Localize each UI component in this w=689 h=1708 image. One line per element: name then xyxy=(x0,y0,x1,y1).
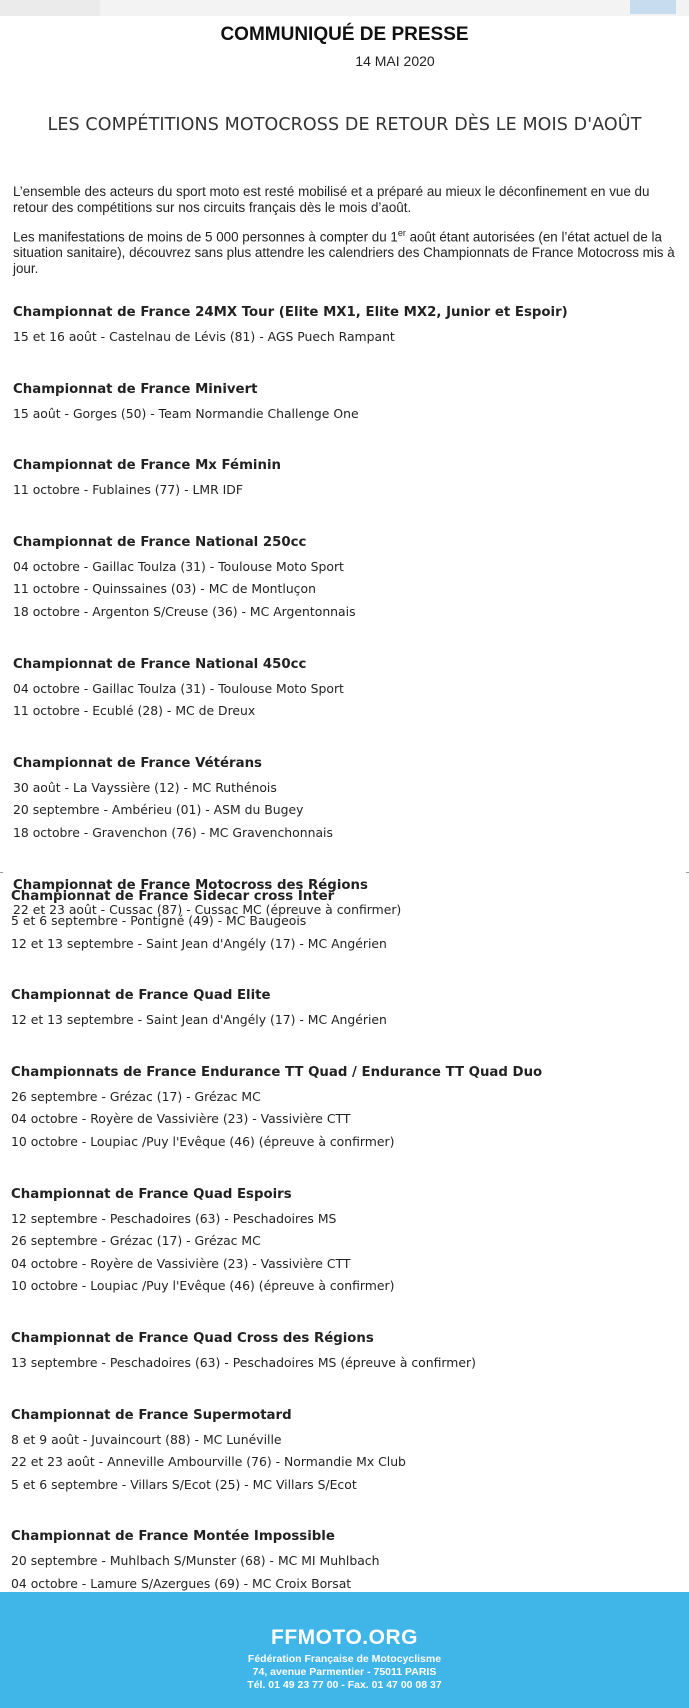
championship-title: Championnats de France Endurance TT Quad / Endurance TT Quad Duo xyxy=(11,1064,543,1080)
championship-section xyxy=(13,303,677,349)
ordinal-superscript: er xyxy=(397,228,406,238)
championship-title: Championnat de France Supermotard xyxy=(11,1407,292,1423)
event-entry: 04 octobre - Royère de Vassivière (23) - Vassivière CTT xyxy=(11,1111,351,1127)
headline: LES COMPÉTITIONS MOTOCROSS DE RETOUR DÈS LE MOIS D'AOÛT xyxy=(47,115,642,135)
intro-paragraph-2 xyxy=(13,225,677,277)
event-entry: 04 octobre - Gaillac Toulza (31) - Toulouse Moto Sport xyxy=(13,680,344,696)
championship-section xyxy=(13,533,677,624)
intro xyxy=(13,184,677,286)
championship-section xyxy=(11,887,675,955)
championship-title: Championnat de France Montée Impossible xyxy=(11,1529,335,1545)
championship-section xyxy=(11,1185,675,1298)
event-entry: 13 septembre - Peschadoires (63) - Peschadoires MS (épreuve à confirmer) xyxy=(11,1354,476,1370)
footer xyxy=(0,1592,689,1708)
championship-section xyxy=(13,380,677,426)
top-strip xyxy=(0,0,689,16)
event-entry: 18 octobre - Argenton S/Creuse (36) - MC Argentonnais xyxy=(13,603,356,619)
event-entry: 26 septembre - Grézac (17) - Grézac MC xyxy=(11,1088,261,1104)
event-entry: 22 et 23 août - Anneville Ambourville (76) - Normandie Mx Club xyxy=(11,1454,406,1470)
event-entry: 11 octobre - Ecublé (28) - MC de Dreux xyxy=(13,703,256,719)
event-entry: 8 et 9 août - Juvaincourt (88) - MC Lunéville xyxy=(11,1431,282,1447)
championship-title: Championnat de France 24MX Tour (Elite MX1, Elite MX2, Junior et Espoir) xyxy=(13,305,568,320)
event-entry: 5 et 6 septembre - Pontigné (49) - MC Baugeois xyxy=(11,913,307,928)
event-entry: 04 octobre - Royère de Vassivière (23) - Vassivière CTT xyxy=(11,1255,351,1271)
event-entry: 26 septembre - Grézac (17) - Grézac MC xyxy=(11,1233,261,1249)
event-entry: 20 septembre - Muhlbach S/Munster (68) - MC MI Muhlbach xyxy=(11,1553,380,1569)
championship-section xyxy=(13,456,677,502)
championship-section xyxy=(11,1527,675,1595)
championship-title: Championnat de France Minivert xyxy=(13,381,258,397)
event-entry: 20 septembre - Ambérieu (01) - ASM du Bugey xyxy=(13,802,304,818)
event-entry: 30 août - La Vayssière (12) - MC Ruthénois xyxy=(13,779,277,795)
event-entry: 04 octobre - Lamure S/Azergues (69) - MC Croix Borsat xyxy=(11,1575,352,1591)
intro-paragraph-2-start: Les manifestations de moins de 5 000 personnes à compter du 1 xyxy=(13,229,398,245)
event-entry: 22 et 23 août - Cussac (87) - Cussac MC (épreuve à confirmer) xyxy=(13,901,402,917)
intro-paragraph-1: L’ensemble des acteurs du sport moto est resté mobilisé et a préparé au mieux le déconfinement en vue du retour des compétitions sur nos circuits français dès le mois d’août. xyxy=(13,184,650,215)
championship-title: Championnat de France National 250cc xyxy=(13,534,307,550)
event-entry: 12 et 13 septembre - Saint Jean d'Angély (17) - MC Angérien xyxy=(11,935,387,951)
press-release-date: 14 MAI 2020 xyxy=(355,53,435,69)
championship-section xyxy=(13,754,677,845)
event-entry: 11 octobre - Fublaines (77) - LMR IDF xyxy=(13,482,243,498)
championship-title: Championnat de France National 450cc xyxy=(13,656,307,672)
event-entry: 04 octobre - Gaillac Toulza (31) - Toulouse Moto Sport xyxy=(13,558,344,574)
championship-section xyxy=(13,655,677,723)
footer-organization: Fédération Française de Motocyclisme xyxy=(247,1653,442,1665)
championship-title: Championnat de France Quad Elite xyxy=(11,988,271,1004)
intro-paragraph-2-end: août étant autorisées (en l’état actuel de la situation sanitaire), découvrez sans plus attendre les calendriers des Championnats de France Motocross mis à jour. xyxy=(13,229,675,277)
event-entry: 5 et 6 septembre - Villars S/Ecot (25) - MC Villars S/Ecot xyxy=(11,1476,357,1492)
event-entry: 10 octobre - Loupiac /Puy l'Evêque (46) (épreuve à confirmer) xyxy=(11,1278,395,1294)
footer-brand[interactable]: FFMOTO.ORG xyxy=(271,1626,418,1649)
event-entry: 18 octobre - Gravenchon (76) - MC Gravenchonnais xyxy=(13,824,333,840)
event-entry: 15 et 16 août - Castelnau de Lévis (81) - AGS Puech Rampant xyxy=(13,329,395,344)
championship-list-page-2 xyxy=(11,887,675,1627)
top-strip-segment xyxy=(0,0,100,16)
championship-title: Championnat de France Sidecar cross Inter xyxy=(11,889,335,904)
press-release-title: COMMUNIQUÉ DE PRESSE xyxy=(220,24,469,45)
championship-title: Championnat de France Quad Cross des Régions xyxy=(11,1330,374,1346)
page-divider xyxy=(0,872,689,873)
footer-address: 74, avenue Parmentier - 75011 PARIS xyxy=(252,1666,437,1678)
top-strip-highlight xyxy=(630,0,676,14)
championship-title: Championnat de France Vétérans xyxy=(13,755,262,771)
championship-section xyxy=(11,1063,675,1154)
championship-section xyxy=(11,1329,675,1375)
championship-title: Championnat de France Mx Féminin xyxy=(13,458,281,474)
championship-list-page-1 xyxy=(13,303,677,952)
event-entry: 10 octobre - Loupiac /Puy l'Evêque (46) (épreuve à confirmer) xyxy=(11,1133,395,1149)
championship-section xyxy=(11,986,675,1032)
championship-title: Championnat de France Motocross des Régions xyxy=(13,877,368,893)
event-entry: 15 août - Gorges (50) - Team Normandie Challenge One xyxy=(13,405,359,421)
championship-section xyxy=(11,1406,675,1497)
event-entry: 12 septembre - Peschadoires (63) - Peschadoires MS xyxy=(11,1210,337,1226)
event-entry: 12 et 13 septembre - Saint Jean d'Angély (17) - MC Angérien xyxy=(11,1012,387,1028)
championship-title: Championnat de France Quad Espoirs xyxy=(11,1186,292,1202)
page-divider-left-tick xyxy=(0,872,3,873)
event-entry: 11 octobre - Quinssaines (03) - MC de Montluçon xyxy=(13,581,316,597)
footer-contact: Tél. 01 49 23 77 00 - Fax. 01 47 00 08 37 xyxy=(247,1679,442,1691)
